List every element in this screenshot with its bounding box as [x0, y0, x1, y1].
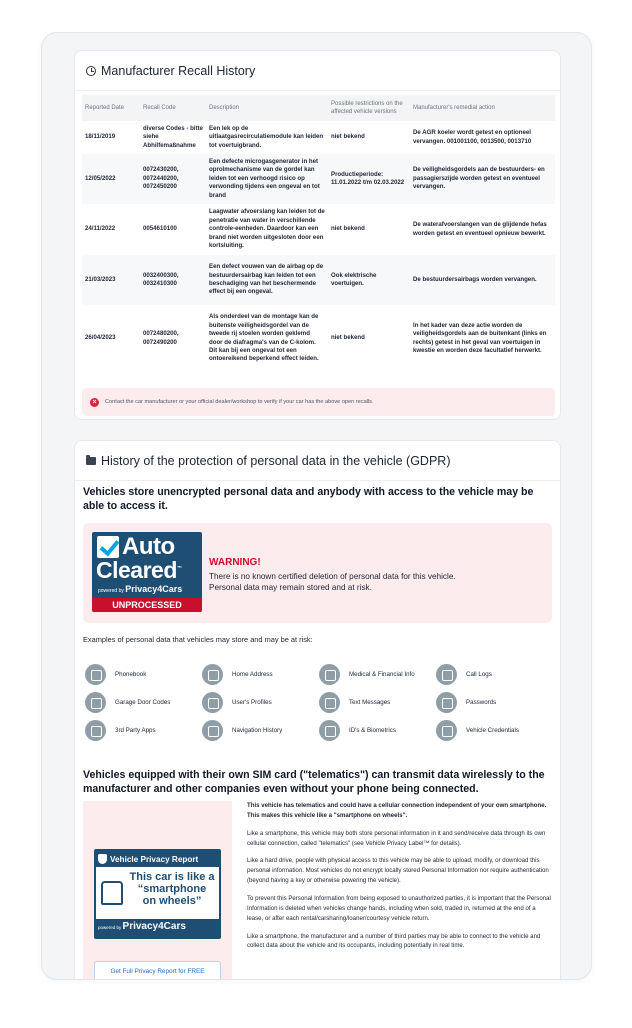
column-header: Manufacturer's remedial action [410, 95, 555, 121]
garage-icon [85, 692, 106, 713]
table-cell: niet bekend [331, 133, 365, 141]
table-cell: niet bekend [331, 225, 365, 233]
table-row [82, 121, 555, 154]
table-cell: 24/11/2022 [85, 225, 116, 233]
password-icon [436, 692, 457, 713]
table-cell: 0072430200, 0072440200, 0072450200 [140, 154, 206, 204]
recall-card [74, 50, 561, 420]
credentials-icon [436, 720, 457, 741]
table-cell: De AGR koeler wordt getest en optioneel vervangen. 001001100, 0013500, 0013710 [413, 129, 532, 145]
table-header-row [82, 95, 555, 121]
table-cell: 0054610100 [143, 225, 177, 233]
paragraph: Like a hard drive, people with physical access to this vehicle may be able to upload, modify, or download this personal information. Most vehicles do not encrypt locally stored Personal Information nor require authentication (beyond having a key or otherwise powering the vehicle). [247, 857, 549, 885]
recall-alert-text: Contact the car manufacturer or your official dealer/workshop to verify if your car has the above open recalls. [105, 399, 374, 405]
recall-table [82, 95, 555, 372]
column-header: Recall Code [140, 95, 206, 121]
table-row [82, 204, 555, 255]
table-cell: Een lek op de uitlaatgasrecirculatiemodule kan leiden tot voertuigbrand. [209, 124, 324, 149]
list-item: Medical & Financial Info [319, 660, 436, 688]
status-badge: UNPROCESSED [92, 598, 202, 612]
gdpr-header [75, 441, 560, 481]
list-item: Text Messages [319, 688, 436, 716]
gdpr-card [74, 440, 561, 980]
table-cell: De bestuurdersairbags worden vervangen. [410, 255, 555, 305]
recall-title: Manufacturer Recall History [101, 63, 256, 78]
table-cell: Een defecte microgasgenerator in het oprolmechanisme van de gordel kan leiden tot een verhoogd risico op verwonding tijdens een ongeval en tot brand [206, 154, 328, 204]
list-item: 3rd Party Apps [85, 716, 202, 744]
table-cell: In het kader van deze actie worden de veiligheidsgordels aan de buitenkant (links en rechts) getest in het geval van voertuigen in kwestie en worden deze facultatief herwerkt. [413, 321, 547, 354]
list-item: Navigation History [202, 716, 319, 744]
autocleared-logo: Auto Cleared™ powered by Privacy4Cars UNPROCESSED [92, 532, 202, 612]
text-messages-icon [319, 692, 340, 713]
home-icon [202, 664, 223, 685]
table-cell: 21/03/2023 [82, 255, 140, 305]
table-cell: 0072480200, 0072490200 [143, 330, 179, 346]
table-row [82, 255, 555, 305]
gdpr-headline: Vehicles store unencrypted personal data and anybody with access to the vehicle may be able to access it. [83, 486, 534, 513]
error-icon: × [90, 398, 99, 407]
table-cell: 12/05/2022 [82, 154, 140, 204]
phonebook-icon [85, 664, 106, 685]
table-cell: Een defect vouwen van de airbag op de bestuurdersairbag kan leiden tot een beschadiging van het beschermende effect bij een ongeval. [206, 255, 328, 305]
list-item: Passwords [436, 688, 553, 716]
table-row [82, 305, 555, 372]
table-cell: Als onderdeel van de montage kan de buitenste veiligheidsgordel van de tweede rij stoelen worden geklemd door de diafragma's van de C-kolom. Dit kan bij een ongeval tot een ontoereikend beperkend effect leiden. [209, 313, 319, 363]
navigation-icon [202, 720, 223, 741]
list-item: Home Address [202, 660, 319, 688]
call-logs-icon [436, 664, 457, 685]
privacy-report-panel [83, 801, 232, 980]
personal-data-grid [85, 660, 555, 744]
table-cell: De waterafvoerslangen van de glijdende hefas worden getest en eventueel opnieuw bewerkt. [413, 221, 547, 237]
table-cell: Laagwater afvoerslang kan leiden tot de penetratie van water in verschillende controle-eenheden. Daardoor kan een brand niet worden uitgesloten door een kortsluiting. [209, 208, 325, 250]
table-row [82, 154, 555, 204]
user-profile-icon [202, 692, 223, 713]
history-icon [86, 66, 96, 76]
table-cell: 26/04/2023 [85, 334, 116, 342]
column-header: Reported Date [82, 95, 140, 121]
table-cell: 18/11/2019 [85, 133, 116, 141]
checkbox-icon [97, 536, 119, 558]
car-icon [101, 881, 123, 905]
table-cell: Productieperiode: 11.01.2022 t/m 02.03.2022 [328, 154, 410, 204]
table-cell: diverse Codes - bitte siehe Abhilfemaßnahme [143, 124, 203, 149]
column-header: Possible restrictions on the affected vehicle versions [328, 95, 410, 121]
list-item: User's Profiles [202, 688, 319, 716]
list-item: Garage Door Codes [85, 688, 202, 716]
column-header: Description [206, 95, 328, 121]
vehicle-privacy-report-logo: Vehicle Privacy Report This car is like a “smartphone on wheels” powered by Privacy4Cars [94, 849, 221, 939]
table-cell: De veiligheidsgordels aan de bestuurders- en passagierszijde worden getest en eventueel vervangen. [410, 154, 555, 204]
telematics-text [247, 801, 553, 959]
paragraph: This vehicle has telematics and could have a cellular connection independent of your own smartphone. This makes this vehicle like a "smartphone on wheels". [247, 802, 547, 819]
shield-icon [98, 854, 107, 864]
recall-header [75, 51, 560, 91]
examples-heading: Examples of personal data that vehicles may store and may be at risk: [83, 635, 313, 644]
warning-text: There is no known certified deletion of personal data for this vehicle. Personal data may remain stored and at risk. [209, 572, 456, 593]
warning-title: WARNING! [209, 557, 261, 568]
paragraph: Like a smartphone, the manufacturer and a number of third parties may be able to connect to the vehicle and collect data about the vehicle and its occupants, including potentially in real time. [247, 932, 541, 950]
biometrics-icon [319, 720, 340, 741]
apps-icon [85, 720, 106, 741]
list-item: Vehicle Credentials [436, 716, 553, 744]
list-item: ID's & Biometrics [319, 716, 436, 744]
list-item: Call Logs [436, 660, 553, 688]
get-privacy-report-button[interactable]: Get Full Privacy Report for FREE [94, 961, 221, 980]
recall-alert [82, 388, 555, 416]
gdpr-title: History of the protection of personal data in the vehicle (GDPR) [101, 453, 451, 468]
table-cell: niet bekend [331, 334, 365, 342]
paragraph: Like a smartphone, this vehicle may both store personal information in it and send/receive data through its own cellular connection, called "telematics" (see Vehicle Privacy Label™ for details). [247, 829, 546, 847]
table-cell: Ook elektrische voertuigen. [328, 255, 410, 305]
page-frame [41, 32, 592, 980]
warning-box [83, 523, 552, 623]
folder-icon [86, 457, 96, 465]
telematics-headline: Vehicles equipped with their own SIM card ("telematics") can transmit data wirelessly to the manufacturer and other companies even without your phone being connected. [83, 769, 545, 796]
table-cell: 0032400300, 0032410300 [140, 255, 206, 305]
paragraph: To prevent this Personal Information from being exposed to unauthorized parties, it is important that the Personal Information is deleted when vehicles change hands, including when sold, traded in, returned at the end of a lease, or after each rental/carsharing/loaner/courtesy vehicle return. [247, 895, 551, 922]
medical-icon [319, 664, 340, 685]
list-item: Phonebook [85, 660, 202, 688]
